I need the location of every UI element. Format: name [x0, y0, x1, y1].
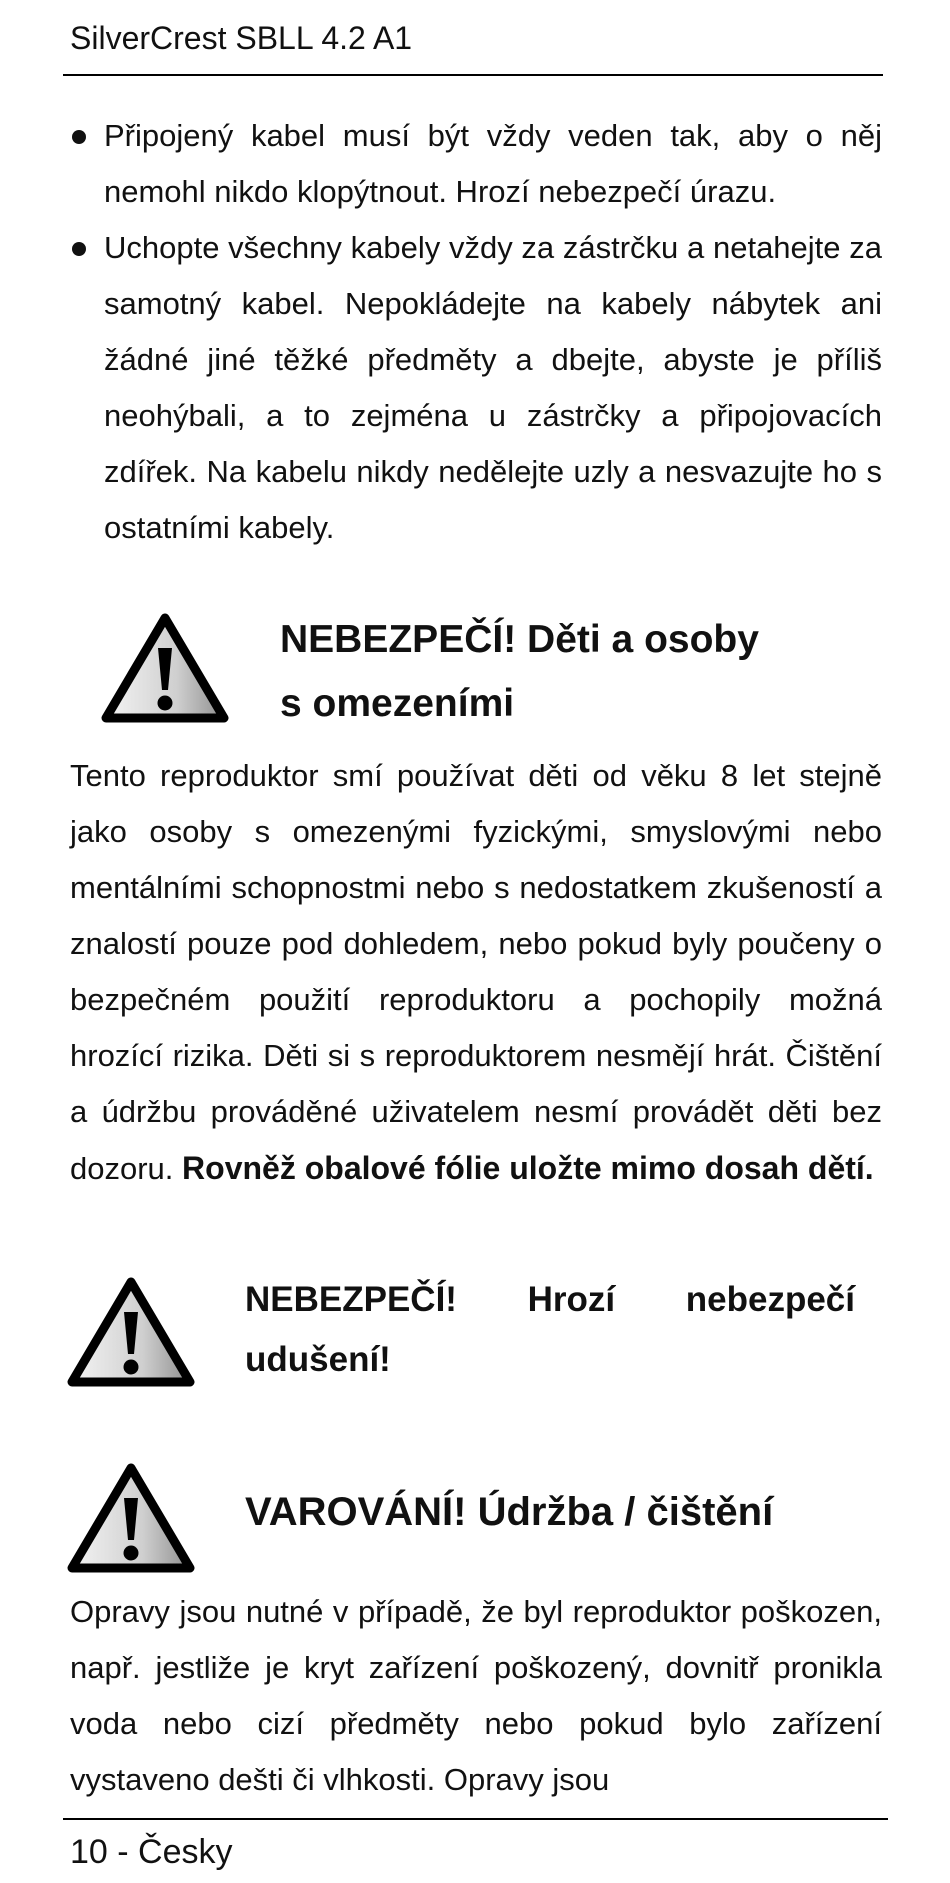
bullet-text: Uchopte všechny kabely vždy za zástrčku a netahejte za samotný kabel. Nepokládejte na kabely nábytek ani žádné jiné těžké předměty a dbejte, abyste je příliš neohýbali, a to zejména u zástrčky a připojovacích zdířek. Na kabelu nikdy nedělejte uzly a nesvazujte ho s ostatními kabely. — [104, 230, 882, 545]
warning-children-heading-line1: NEBEZPEČÍ! Děti a osoby — [280, 618, 759, 661]
warning-maintenance-heading: VAROVÁNÍ! Údržba / čištění — [245, 1490, 774, 1534]
bullet-item-cable-handling — [70, 220, 882, 556]
warning-children-body — [70, 748, 882, 1197]
warning-triangle-icon — [66, 1462, 196, 1574]
warning-children-text: Tento reproduktor smí používat děti od věku 8 let stejně jako osoby s omezenými fyzickými, smyslovými nebo mentálními schopnostmi nebo s nedostatkem zkušeností a znalostí pouze pod dohledem, nebo pokud byly poučeny o bezpečném použití reproduktoru a pochopily možná hrozící rizika. Děti si s reproduktorem nesmějí hrát. Čištění a údržbu prováděné uživatelem nesmí provádět děti bez dozoru. — [70, 758, 882, 1186]
warning-children-paragraph — [70, 748, 882, 1197]
warning-triangle-icon — [100, 612, 230, 724]
warning-children-heading-line2: s omezeními — [280, 682, 515, 725]
bullet-item-cable-routing — [70, 108, 882, 220]
page-footer-label: 10 - Česky — [70, 1833, 233, 1871]
warning-maintenance-body — [70, 1584, 882, 1808]
header-divider — [63, 74, 883, 76]
bullet-dot-icon — [72, 242, 86, 256]
footer-divider — [63, 1818, 888, 1820]
bullet-dot-icon — [72, 130, 86, 144]
warning-children-bold-text: Rovněž obalové fólie uložte mimo dosah dětí. — [182, 1150, 874, 1186]
warning-children-heading — [280, 608, 759, 736]
page-header-title: SilverCrest SBLL 4.2 A1 — [70, 20, 413, 56]
warning-triangle-icon — [66, 1276, 196, 1388]
warning-maintenance-paragraph: Opravy jsou nutné v případě, že byl reproduktor poškozen, např. jestliže je kryt zařízení poškozený, dovnitř pronikla voda nebo cizí předměty nebo pokud bylo zařízení vystaveno dešti či vlhkosti. Opravy jsou — [70, 1594, 882, 1797]
bullet-text: Připojený kabel musí být vždy veden tak, aby o něj nemohl nikdo klopýtnout. Hrozí nebezpečí úrazu. — [104, 118, 882, 209]
bullet-list — [70, 108, 882, 556]
warning-suffocation-heading: NEBEZPEČÍ! Hrozí nebezpečí udušení! — [245, 1280, 855, 1379]
